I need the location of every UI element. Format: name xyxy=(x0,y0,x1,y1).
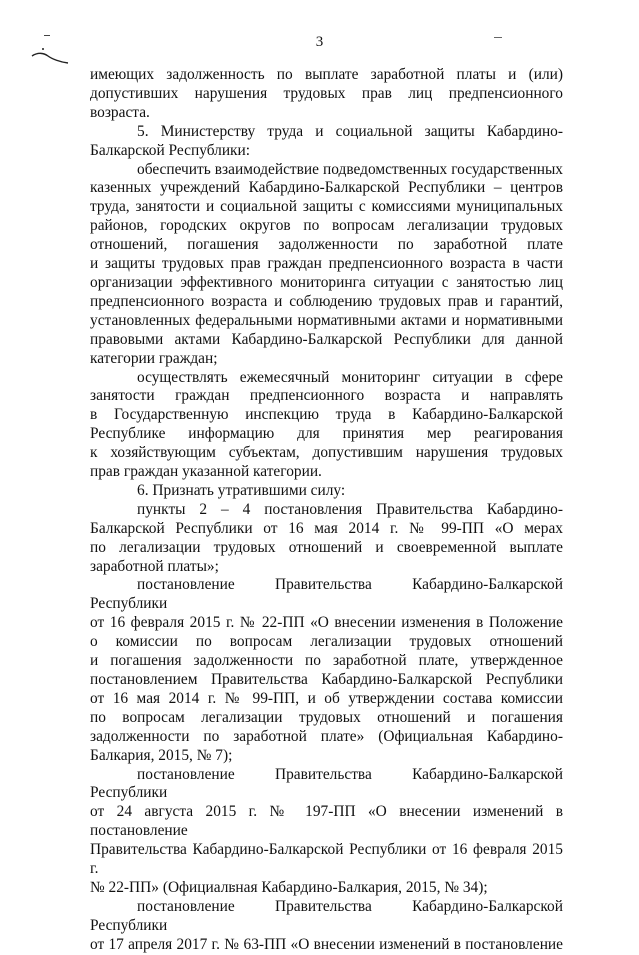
text-line: задолженности по заработной плате» (Официальная Кабардино- xyxy=(90,727,563,745)
text-line: пункты 2 – 4 постановления Правительства Кабардино- xyxy=(137,500,563,518)
text-line: отношений, погашения задолженности по заработной плате xyxy=(90,236,563,254)
text-line: обеспечить взаимодействие подведомственных государственных xyxy=(137,160,563,178)
text-line: и погашения задолженности по заработной плате, утвержденное xyxy=(90,652,563,670)
text-line: 6. Признать утратившими силу: xyxy=(137,481,346,499)
text-line: осуществлять ежемесячный мониторинг ситуации в сфере xyxy=(137,368,563,386)
text-line: труда, занятости и социальной защиты с комиссиями муниципальных xyxy=(90,198,563,216)
text-line: от 16 мая 2014 г. № 99-ПП, и об утверждении состава комиссии xyxy=(90,689,563,707)
text-line: занятости граждан предпенсионного возраста и направлять xyxy=(90,387,563,405)
text-line: организации эффективного мониторинга ситуации с занятостью лиц xyxy=(90,273,563,291)
page-number: 3 xyxy=(315,34,324,50)
text-line: от 24 августа 2015 г. № 197-ПП «О внесении изменений в постановление xyxy=(90,803,563,840)
text-line: прав граждан указанной категории. xyxy=(90,463,322,481)
text-line: 5. Министерству труда и социальной защиты Кабардино- xyxy=(137,122,563,140)
text-line: и защиты трудовых прав граждан предпенсионного возраста в части xyxy=(90,255,563,273)
text-line: о комиссии по вопросам легализации трудовых отношений xyxy=(90,633,563,651)
text-line: казенных учреждений Кабардино-Балкарской Республики – центров xyxy=(90,179,563,197)
text-line: постановлением Правительства Кабардино-Балкарской Республики xyxy=(90,671,563,688)
text-line: установленных федеральными нормативными актами и нормативными xyxy=(90,311,563,329)
text-line: категории граждан; xyxy=(90,349,218,367)
text-line: от 16 февраля 2015 г. № 22-ПП «О внесении изменения в Положение xyxy=(90,614,563,632)
text-line: по вопросам легализации трудовых отношений и погашения xyxy=(90,708,563,726)
text-line: Республике информацию для принятия мер реагирования xyxy=(90,425,563,443)
text-line: допустивших нарушения трудовых прав лиц предпенсионного возраста. xyxy=(90,84,563,121)
text-line: правовыми актами Кабардино-Балкарской Республики для данной xyxy=(90,330,563,348)
text-line: предпенсионного возраста и соблюдению трудовых прав и гарантий, xyxy=(90,292,563,310)
text-line: Балкария, 2015, № 7); xyxy=(90,746,233,764)
scan-mark xyxy=(30,50,70,66)
text-line: к хозяйствующим субъектам, допустившим нарушения трудовых xyxy=(90,444,563,462)
text-line: в Государственную инспекцию труда в Кабардино-Балкарской xyxy=(90,406,563,424)
document-body-text xyxy=(90,66,563,955)
text-line: постановление Правительства Кабардино-Балкарской Республики xyxy=(90,576,563,613)
text-line: Правительства Кабардино-Балкарской Республики от 16 февраля 2015 г. xyxy=(90,841,563,878)
text-line: Балкарской Республики от 16 мая 2014 г. № 99-ПП «О мерах xyxy=(90,519,563,537)
text-line: районов, городских округов по вопросам легализации трудовых xyxy=(90,217,563,235)
text-line: № 22-ПП» (Официальная Кабардино-Балкария, 2015, № 34); xyxy=(90,878,488,896)
text-line: постановление Правительства Кабардино-Балкарской Республики xyxy=(90,765,563,802)
text-line: постановление Правительства Кабардино-Балкарской Республики xyxy=(90,897,563,934)
text-line: от 17 апреля 2017 г. № 63-ПП «О внесении изменений в постановление xyxy=(90,935,563,953)
text-line: Балкарской Республики: xyxy=(90,141,251,159)
text-line: имеющих задолженность по выплате заработной платы и (или) xyxy=(90,66,563,83)
text-line: по легализации трудовых отношений и своевременной выплате xyxy=(90,538,563,556)
text-line: заработной платы»; xyxy=(90,557,219,575)
